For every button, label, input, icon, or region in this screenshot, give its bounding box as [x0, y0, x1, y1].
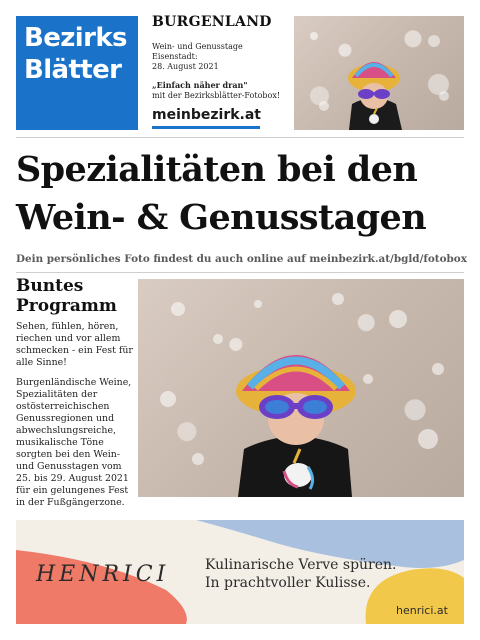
- event-info: [152, 42, 243, 72]
- fotobox-tagline: [152, 80, 280, 101]
- child-photo-illustration: [294, 16, 464, 130]
- tagline-rest: mit der Bezirksblätter-Fotobox!: [152, 91, 281, 100]
- ad-copy-line-2: In prachtvoller Kulisse.: [205, 575, 371, 591]
- event-line-1: Wein- und Genusstage: [152, 42, 243, 51]
- site-link[interactable]: meinbezirk.at: [152, 107, 261, 123]
- body-paragraph: Burgenländische Weine, Spezialitäten der ostösterreichischen Genussregionen und abwechslungsreiche, musikalische Töne sorgten bei den Wein- und Genusstagen vom 25. bis 29. August 2021 für ein gelungenes Fest in der Fußgängerzone.: [16, 377, 132, 508]
- site-underline: [152, 126, 260, 129]
- ad-copy-line-1: Kulinarische Verve spüren.: [205, 557, 397, 573]
- bezirksblaetter-logo[interactable]: [16, 16, 138, 130]
- ad-copy: [205, 556, 445, 592]
- henrici-logo-script: HENRICI: [36, 562, 170, 587]
- ad-url-link[interactable]: henrici.at: [396, 604, 448, 617]
- event-line-2: Eisenstadt:: [152, 52, 198, 61]
- main-photo: [138, 279, 464, 497]
- region-label: BURGENLAND: [152, 14, 272, 30]
- logo-line-2: Blätter: [24, 55, 122, 85]
- header-photo: [294, 16, 464, 130]
- event-line-3: 28. August 2021: [152, 62, 219, 71]
- intro-paragraph: Sehen, fühlen, hören, riechen und vor allem schmecken - ein Fest für alle Sinne!: [16, 321, 133, 368]
- section-title: Buntes Programm: [16, 276, 117, 316]
- headline: Spezialitäten bei den Wein- & Genusstagen: [16, 149, 427, 238]
- fotobox-subline: Dein persönliches Foto findest du auch online auf meinbezirk.at/bgld/fotobox: [16, 253, 467, 265]
- header-divider: [16, 137, 464, 138]
- logo-line-1: Bezirks: [24, 23, 127, 53]
- tagline-bold: „Einfach näher dran": [152, 80, 248, 90]
- child-photo-illustration-large: [138, 279, 464, 497]
- subline-divider: [16, 272, 464, 273]
